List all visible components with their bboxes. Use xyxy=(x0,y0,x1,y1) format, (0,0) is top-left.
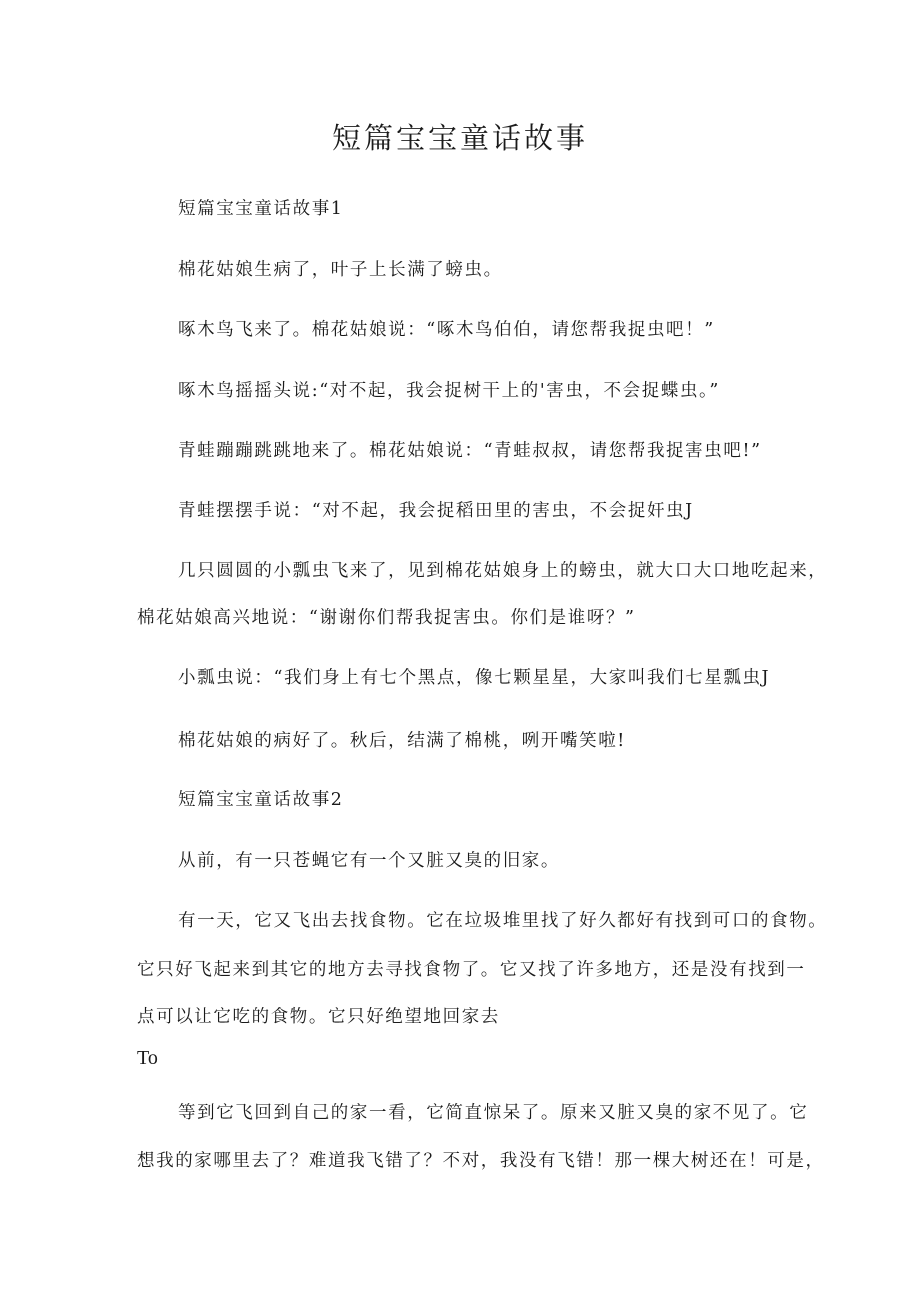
paragraph-line: 青蛙蹦蹦跳跳地来了。棉花姑娘说：“青蛙叔叔，请您帮我捉害虫吧!” xyxy=(178,441,762,461)
stray-text: To xyxy=(137,1047,158,1069)
paragraph-line: 小瓢虫说：“我们身上有七个黑点，像七颗星星，大家叫我们七星瓢虫J xyxy=(178,668,771,688)
paragraph-line: 啄木鸟飞来了。棉花姑娘说：“啄木鸟伯伯，请您帮我捉虫吧！” xyxy=(178,320,715,340)
paragraph-line: 青蛙摆摆手说：“对不起，我会捉稻田里的害虫，不会捉奸虫J xyxy=(178,501,694,521)
paragraph-line: 几只圆圆的小瓢虫飞来了，见到棉花姑娘身上的螃虫，就大口大口地吃起来， xyxy=(178,561,828,581)
document-title: 短篇宝宝童话故事 xyxy=(331,121,588,155)
paragraph-line: 棉花姑娘高兴地说：“谢谢你们帮我捉害虫。你们是谁呀？” xyxy=(137,608,636,628)
paragraph-line: 等到它飞回到自己的家一看，它简直惊呆了。原来又脏又臭的家不见了。它 xyxy=(178,1103,809,1123)
paragraph-line: 啄木鸟摇摇头说:“对不起，我会捉树干上的'害虫，不会捉蝶虫。” xyxy=(178,381,720,401)
paragraph-line: 棉花姑娘生病了，叶子上长满了螃虫。 xyxy=(178,260,503,280)
paragraph-line: 想我的家哪里去了？难道我飞错了？不对，我没有飞错！那一棵大树还在！可是， xyxy=(137,1151,825,1171)
paragraph-line: 点可以让它吃的食物。它只好绝望地回家去 xyxy=(137,1007,500,1027)
paragraph-line: 棉花姑娘的病好了。秋后，结满了棉桃，咧开嘴笑啦! xyxy=(178,731,626,751)
paragraph-line: 从前，有一只苍蝇它有一个又脏又臭的旧家。 xyxy=(178,851,560,871)
paragraph-line: 它只好飞起来到其它的地方去寻找食物了。它又找了许多地方，还是没有找到一 xyxy=(137,960,806,980)
story-1-heading: 短篇宝宝童话故事1 xyxy=(178,199,344,219)
paragraph-line: 有一天，它又飞出去找食物。它在垃圾堆里找了好久都好有找到可口的食物。 xyxy=(178,911,828,931)
story-2-heading: 短篇宝宝童话故事2 xyxy=(178,790,344,810)
